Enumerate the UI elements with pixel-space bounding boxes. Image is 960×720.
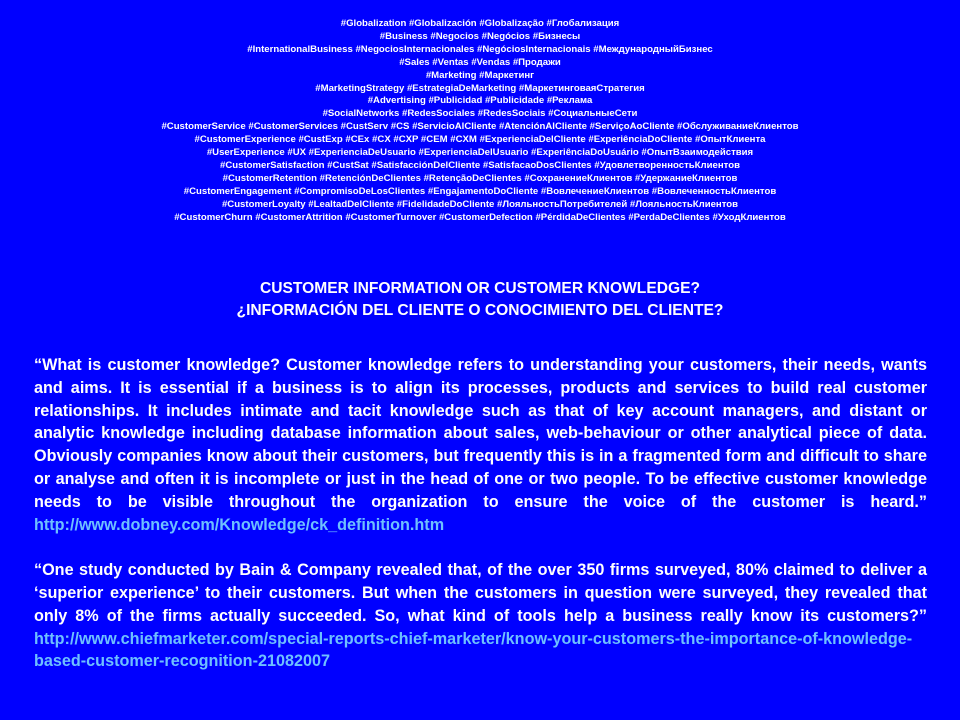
source-link-chiefmarketer[interactable]: http://www.chiefmarketer.com/special-reports-chief-marketer/know-your-customers-the-importance-of-knowledge-based-customer-recognition-21082007 [34, 629, 913, 671]
quote-paragraph-bain-study [34, 559, 927, 673]
quote-text: “What is customer knowledge? Customer knowledge refers to understanding your customers, their needs, wants and aims. It is essential if a business is to align its processes, products and services to build real customer relationships. It includes intimate and tacit knowledge such as that of key account managers, and distant or analytic knowledge including database information about sales, web-behaviour or other analytical piece of data. Obviously companies know about their customers, but frequently this is in a fragmented form and difficult to share or analyse and often it is incomplete or just in the head of one or two people. To be effective customer knowledge needs to be visible throughout the organization to ensure the voice of the customer is heard.” [34, 356, 927, 511]
title-english: CUSTOMER INFORMATION OR CUSTOMER KNOWLEDGE? [259, 280, 701, 297]
hashtag-line: #CustomerExperience #CustExp #CEx #CX #CXP #CEM #CXM #ExperienciaDelCliente #ExperiênciaDoCliente #ОпытКлиента [194, 134, 766, 146]
hashtag-line: #CustomerSatisfaction #CustSat #SatisfacciónDelCliente #SatisfacaoDosClientes #УдовлетворенностьКлиентов [220, 159, 740, 171]
hashtag-line: #Marketing #Маркетинг [425, 69, 535, 81]
hashtag-line: #SocialNetworks #RedesSociales #RedesSociais #СоциальныеСети [322, 108, 638, 120]
hashtag-line: #Globalization #Globalización #Globalização #Глобализация [340, 18, 620, 29]
quote-text: “One study conducted by Bain & Company revealed that, of the over 350 firms surveyed, 80% claimed to deliver a ‘superior experience’ to their customers. But when the customers in question were surveyed, they revealed that only 8% of the firms actually succeeded. So, what kind of tools help a business really know its customers?” [34, 561, 927, 625]
hashtag-line: #UserExperience #UX #ExperienciaDeUsuario #ExperienciaDelUsuario #ExperiênciaDoUsuário #ОпытВзаимодействия [206, 147, 754, 159]
hashtag-line: #CustomerService #CustomerServices #CustServ #CS #ServicioAlCliente #AtenciónAlCliente #ServiçoAoCliente #ОбслуживаниеКлиентов [161, 121, 799, 133]
hashtag-line: #CustomerRetention #RetenciónDeClientes #RetençãoDeClientes #СохранениеКлиентов #УдержаниеКлиентов [222, 172, 738, 184]
hashtag-line: #Advertising #Publicidad #Publicidade #Реклама [367, 95, 593, 107]
hashtag-line: #CustomerChurn #CustomerAttrition #CustomerTurnover #CustomerDefection #PérdidaDeClientes #PerdaDeClientes #УходКлиентов [174, 211, 786, 223]
hashtag-line: #Sales #Ventas #Vendas #Продажи [399, 56, 561, 68]
hashtag-line: #CustomerLoyalty #LealtadDelCliente #FidelidadeDoCliente #ЛояльностьПотребителей #ЛояльностьКлиентов [221, 198, 739, 210]
hashtag-block [0, 18, 960, 225]
hashtag-line: #Business #Negocios #Negócios #Бизнесы [379, 30, 581, 42]
body-text [34, 354, 927, 673]
hashtag-line: #CustomerEngagement #CompromisoDeLosClientes #EngajamentoDoCliente #ВовлечениеКлиентов #ВовлеченностьКлиентов [183, 185, 777, 197]
source-link-dobney[interactable]: http://www.dobney.com/Knowledge/ck_definition.htm [34, 515, 445, 534]
hashtag-line: #MarketingStrategy #EstrategiaDeMarketing #МаркетинговаяСтратегия [315, 82, 645, 94]
page-title [0, 278, 960, 322]
title-spanish: ¿INFORMACIÓN DEL CLIENTE O CONOCIMIENTO DEL CLIENTE? [236, 302, 724, 319]
hashtag-line: #InternationalBusiness #NegociosInternacionales #NegóciosInternacionais #МеждународныйБизнес [247, 43, 713, 55]
quote-paragraph-definition [34, 354, 927, 536]
